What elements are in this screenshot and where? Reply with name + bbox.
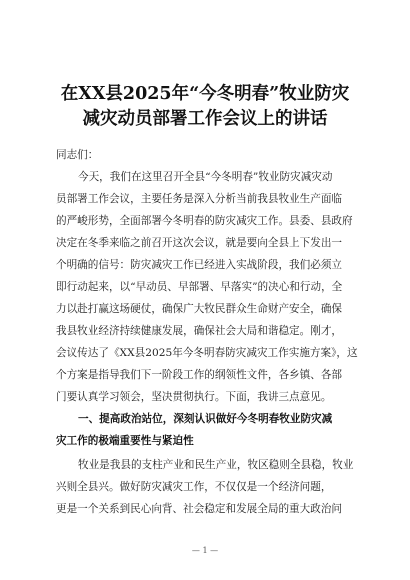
salutation: 同志们：	[56, 149, 99, 161]
section-heading-line-1: 一、提高政治站位，深刻认识做好今冬明春牧业防灾减	[78, 413, 333, 425]
page-number: — 1 —	[191, 546, 219, 555]
body-line: 今天，我们在这里召开全县“今冬明春”牧业防灾减灾动	[78, 171, 333, 183]
body-line: 门要认真学习领会，坚决贯彻执行。下面，我讲三点意见。	[56, 391, 332, 403]
body-line: 员部署工作会议，主要任务是深入分析当前我县牧业生产面临	[56, 193, 343, 205]
body-line: 更是一个关系到民心向背、社会稳定和发展全局的重大政治问	[56, 503, 343, 515]
body-line: 牧业是我县的支柱产业和民生产业，牧区稳则全县稳，牧业	[78, 459, 354, 471]
section-heading-line-2: 灾工作的极端重要性与紧迫性	[56, 435, 194, 447]
body-line: 兴则全县兴。做好防灾减灾工作，不仅仅是一个经济问题，	[56, 481, 332, 493]
body-line: 我县牧业经济持续健康发展，确保社会大局和谐稳定。刚才，	[56, 325, 343, 337]
body-line: 个方案是指导我们下一阶段工作的纲领性文件，各乡镇、各部	[56, 369, 343, 381]
document-title-line-2: 减灾动员部署工作会议上的讲话	[82, 109, 328, 129]
body-line: 即行动起来，以“早动员、早部署、早落实”的决心和行动，全	[56, 281, 343, 293]
body-line: 决定在冬季来临之前召开这次会议，就是要向全县上下发出一	[56, 237, 343, 249]
document-title-line-1: 在XX县2025年“今冬明春”牧业防灾	[60, 84, 350, 104]
body-line: 会议传达了《XX县2025年今冬明春防灾减灾工作实施方案》，这	[56, 347, 358, 359]
body-line: 的严峻形势，全面部署今冬明春的防灾减灾工作。县委、县政府	[56, 215, 353, 227]
body-line: 个明确的信号：防灾减灾工作已经进入实战阶段，我们必须立	[56, 259, 343, 271]
body-line: 力以赴打赢这场硬仗，确保广大牧民群众生命财产安全，确保	[56, 303, 343, 315]
